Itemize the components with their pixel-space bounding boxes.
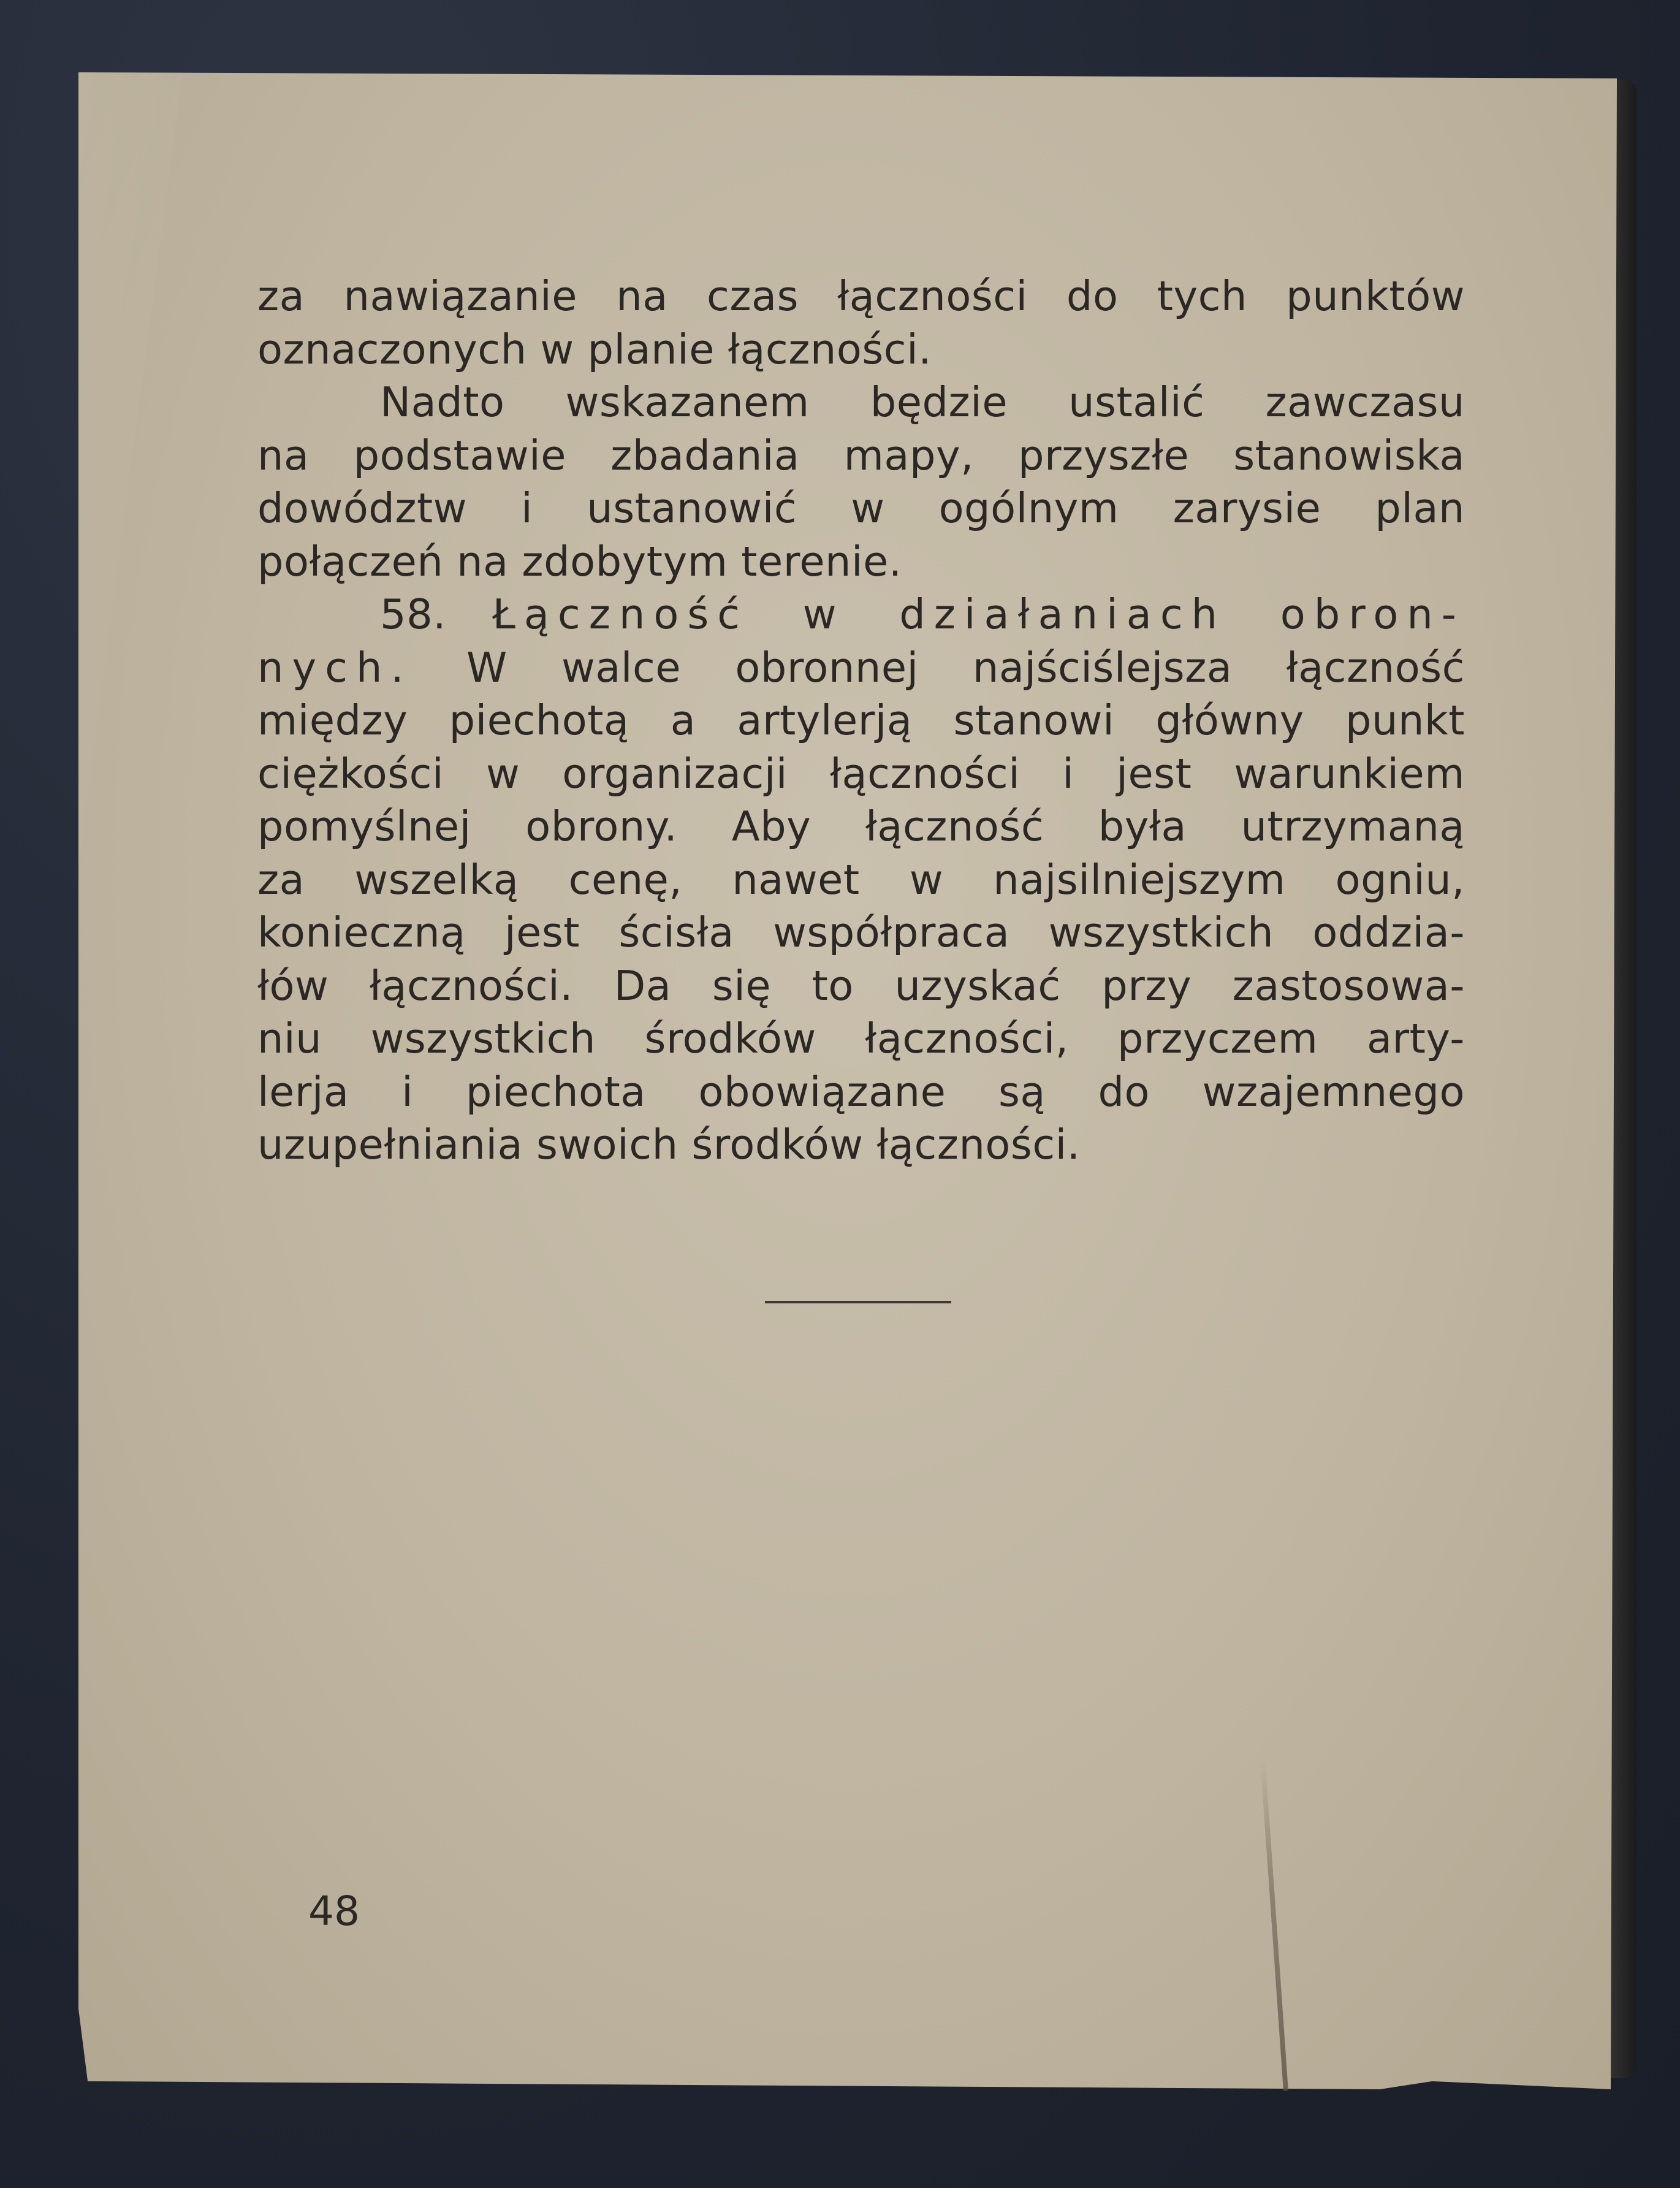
- text-fragment: W walce obronnej najściślejsza łączność: [466, 643, 1465, 692]
- text-line: dowództw i ustanowić w ogólnym zarysie plan: [257, 484, 1465, 532]
- section-divider: [765, 1301, 951, 1303]
- section-number: 58.: [380, 590, 447, 638]
- page-number: 48: [308, 1888, 360, 1935]
- text-line: niu wszystkich środków łączności, przyczem arty-: [257, 1015, 1465, 1062]
- text-line: łów łączności. Da się to uzyskać przy zastosowa-: [257, 961, 1465, 1010]
- text-line: uzupełniania swoich środków łączności.: [257, 1121, 1081, 1168]
- text-line: między piechotą a artylerją stanowi główny punkt: [257, 696, 1465, 744]
- text-line: za wszelką cenę, nawet w najsilniejszym ogniu,: [257, 855, 1465, 904]
- text-line: lerja i piechota obowiązane są do wzajemnego: [257, 1067, 1465, 1116]
- section-heading-line: [257, 588, 1465, 641]
- text-line: pomyślnej obrony. Aby łączność była utrzymaną: [257, 802, 1465, 850]
- section-title: Łączność w działaniach obron-: [492, 590, 1465, 638]
- text-line: Nadto wskazanem będzie ustalić zawczasu: [380, 378, 1465, 426]
- text-line: na podstawie zbadania mapy, przyszłe stanowiska: [257, 431, 1465, 479]
- section-title-end: nych.: [257, 643, 412, 692]
- text-line: [257, 641, 1465, 695]
- text-line: ciężkości w organizacji łączności i jest warunkiem: [257, 749, 1465, 798]
- page-text: [257, 270, 1465, 1172]
- text-line: oznaczonych w planie łączności.: [257, 325, 932, 373]
- text-line: za nawiązanie na czas łączności do tych punktów: [257, 272, 1465, 320]
- text-line: połączeń na zdobytym terenie.: [257, 537, 902, 585]
- text-line: konieczną jest ścisła współpraca wszystkich oddzia-: [257, 909, 1465, 956]
